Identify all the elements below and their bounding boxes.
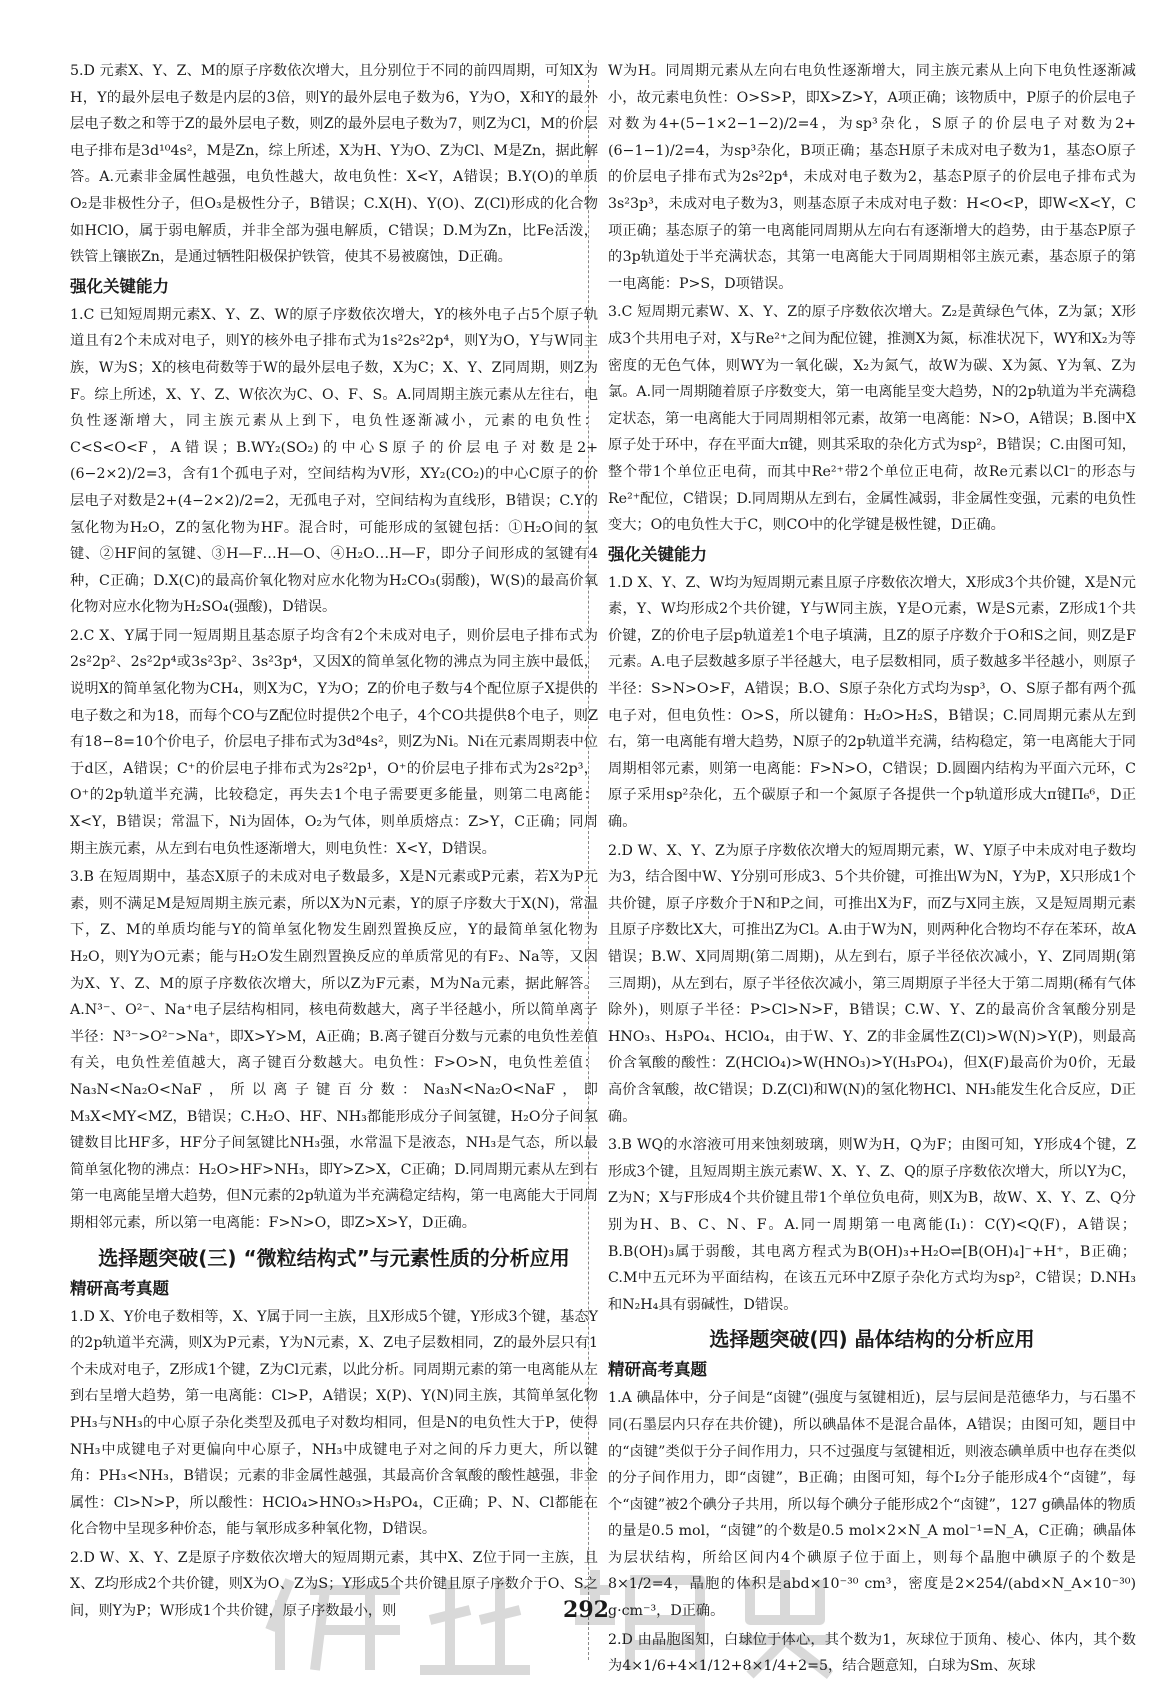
answer-paragraph: 5.D 元素X、Y、Z、M的原子序数依次增大，且分别位于不同的前四周期，可知X为H，Y的最外层电子数是内层的3倍，则Y的最外层电子数为6，Y为O，X和Y的最外层电子数之和等于Z的最外层电子数，则Z的最外层电子数为7，则Z为Cl，M的价层电子排布是3d¹⁰4s²，M是Zn，综上所述，X为H、Y为O、Z为Cl、M是Zn，据此解答。A.元素非金属性越强，电负性越大，故电负性：X<Y，A错误；B.Y(O)的单质O₂是非极性分子，但O₃是极性分子，B错误；C.X(H)、Y(O)、Z(Cl)形成的化合物如HClO，属于弱电解质，并非全部为强电解质，C错误；D.M为Zn，比Fe活泼，铁管上镶嵌Zn，是通过牺牲阳极保护铁管，使其不易被腐蚀，D正确。 — [70, 63, 598, 266]
answer-paragraph: 2.D W、X、Y、Z为原子序数依次增大的短周期元素，W、Y原子中未成对电子数均为3，结合图中W、Y分别可形成3、5个共价键，可推出W为N，Y为P，X只形成1个共价键，原子序数介于N和P之间，可推出X为F，而Z与X同主族，又是短周期元素且原子序数比X大，可推出Z为Cl。A.由于W为N，则两种化合物均不存在苯环，故A错误；B.W、X同周期(第二周期)，从左到右，原子半径依次减小，Y、Z同周期(第三周期)，从左到右，原子半径依次减小，第三周期原子半径大于第二周期(稀有气体除外)，则原子半径：P>Cl>N>F，B错误；C.W、Y、Z的最高价含氧酸分别是HNO₃、H₃PO₄、HClO₄，由于W、Y、Z的非金属性Z(Cl)>W(N)>Y(P)，则最高价含氧酸的酸性：Z(HClO₄)>W(HNO₃)>Y(H₃PO₄)，但X(F)最高价为0价，无最高价含氧酸，故C错误；D.Z(Cl)和W(N)的氢化物HCl、NH₃能发生化合反应，D正确。 — [608, 842, 1136, 1125]
subsection-heading: 强化关键能力 — [608, 544, 707, 564]
answer-paragraph: 1.D X、Y、Z、W均为短周期元素且原子序数依次增大，X形成3个共价键，X是N元素，Y、W均形成2个共价键，Y与W同主族，Y是O元素，W是S元素，Z形成1个共价键，Z的价电子层p轨道差1个电子填满，且Z的原子序数介于O和S之间，则Z是F元素。A.电子层数越多原子半径越大，电子层数相同，质子数越多半径越小，则原子半径：S>N>O>F，A错误；B.O、S原子杂化方式均为sp³，O、S原子都有两个孤电子对，但电负性：O>S，所以键角：H₂O>H₂S，B错误；C.同周期元素从左到右，第一电离能有增大趋势，N原子的2p轨道半充满，结构稳定，第一电离能大于同周期相邻元素，则第一电离能：F>N>O，C错误；D.圆圈内结构为平面六元环，C原子采用sp²杂化，五个碳原子和一个氮原子各提供一个p轨道形成大π键Π₆⁶，D正确。 — [608, 574, 1136, 831]
page-number: 292 — [563, 1597, 609, 1623]
right-column — [608, 58, 1136, 1682]
answer-paragraph: 2.D 由晶胞图知，白球位于体心，其个数为1，灰球位于顶角、棱心、体内，其个数为4×1/6+4×1/12+8×1/4+2=5，结合题意知，白球为Sm、灰球 — [608, 1631, 1136, 1675]
answer-paragraph: 3.B WQ的水溶液可用来蚀刻玻璃，则W为H，Q为F；由图可知，Y形成4个键，Z形成3个键，且短周期主族元素W、X、Y、Z、Q的原子序数依次增大，所以Y为C，Z为N；X与F形成4个共价键且带1个单位负电荷，则X为B，故W、X、Y、Z、Q分别为H、B、C、N、F。A.同一周期第一电离能(I₁)：C(Y)<Q(F)，A错误；B.B(OH)₃属于弱酸，其电离方程式为B(OH)₃+H₂O⇌[B(OH)₄]⁻+H⁺，B正确；C.M中五元环为平面结构，在该五元环中Z原子杂化方式均为sp²，C错误；D.NH₃和N₂H₄具有弱碱性，D错误。 — [608, 1137, 1136, 1313]
answer-paragraph: W为H。同周期元素从左向右电负性逐渐增大，同主族元素从上向下电负性逐渐减小，故元素电负性：O>S>P，即X>Z>Y，A项正确；该物质中，P原子的价层电子对数为4+(5−1×2−1−2)/2=4，为sp³杂化，S原子的价层电子对数为2+(6−1−1)/2=4，为sp³杂化，B项正确；基态H原子未成对电子数为1，基态O原子的价层电子排布式为2s²2p⁴，未成对电子数为2，基态P原子的价层电子排布式为3s²3p³，未成对电子数为3，则基态原子未成对电子数：H<O<P，即W<X<Y，C项正确；基态原子的第一电离能同周期从左向右有逐渐增大的趋势，由于基态P原子的3p轨道处于半充满状态，其第一电离能大于同周期相邻主族元素，基态原子的第一电离能：P>S，D项错误。 — [608, 63, 1136, 292]
left-column — [70, 58, 598, 1627]
subsection-heading: 精研高考真题 — [70, 1278, 169, 1298]
answer-paragraph: 3.B 在短周期中，基态X原子的未成对电子数最多，X是N元素或P元素，若X为P元素，则不满足M是短周期主族元素，所以X为N元素，Y的原子序数大于X(N)，常温下，Z、M的单质均能与Y的简单氢化物发生剧烈置换反应，Y的最简单氢化物为H₂O，则Y为O元素；能与H₂O发生剧烈置换反应的单质常见的有F₂、Na等，又因为X、Y、Z、M的原子序数依次增大，所以Z为F元素，M为Na元素，据此解答。A.N³⁻、O²⁻、Na⁺电子层结构相同，核电荷数越大，离子半径越小，所以简单离子半径：N³⁻>O²⁻>Na⁺，即X>Y>M，A正确；B.离子键百分数与元素的电负性差值有关，电负性差值越大，离子键百分数越大。电负性：F>O>N，电负性差值：Na₃N<Na₂O<NaF，所以离子键百分数：Na₃N<Na₂O<NaF，即M₃X<MY<MZ，B错误；C.H₂O、HF、NH₃都能形成分子间氢键，H₂O分子间氢键数目比HF多，HF分子间氢键比NH₃强，水常温下是液态，NH₃是气态，所以最简单氢化物的沸点：H₂O>HF>NH₃，即Y>Z>X，C正确；D.同周期元素从左到右第一电离能呈增大趋势，但N元素的2p轨道为半充满稳定结构，第一电离能大于同周期相邻元素，所以第一电离能：F>N>O，即Z>X>Y，D正确。 — [70, 869, 598, 1231]
answer-paragraph: 1.C 已知短周期元素X、Y、Z、W的原子序数依次增大，Y的核外电子占5个原子轨道且有2个未成对电子，则Y的核外电子排布式为1s²2s²2p⁴，则Y为O，Y与W同主族，W为S；X的核电荷数等于W的最外层电子数，X为C；X、Y、Z同周期，则Z为F。综上所述，X、Y、Z、W依次为C、O、F、S。A.同周期主族元素从左往右，电负性逐渐增大，同主族元素从上到下，电负性逐渐减小，元素的电负性：C<S<O<F，A错误；B.WY₂(SO₂)的中心S原子的价层电子对数是2+(6−2×2)/2=3，含有1个孤电子对，空间结构为V形，XY₂(CO₂)的中心C原子的价层电子对数是2+(4−2×2)/2=2，无孤电子对，空间结构为直线形，B错误；C.Y的氢化物为H₂O，Z的氢化物为HF。混合时，可能形成的氢键包括：①H₂O间的氢键、②HF间的氢键、③H—F…H—O、④H₂O…H—F，即分子间形成的氢键有4种，C正确；D.X(C)的最高价氧化物对应水化物为H₂CO₃(弱酸)，W(S)的最高价氧化物对应水化物为H₂SO₄(强酸)，D错误。 — [70, 306, 598, 616]
subsection-heading: 精研高考真题 — [608, 1360, 707, 1380]
section-heading: 选择题突破(四) 晶体结构的分析应用 — [709, 1327, 1035, 1352]
answer-paragraph: 2.C X、Y属于同一短周期且基态原子均含有2个未成对电子，则价层电子排布式为2s²2p²、2s²2p⁴或3s²3p²、3s²3p⁴，又因X的简单氢化物的沸点为同主族中最低，说明X的简单氢化物为CH₄，则X为C，Y为O；Z的价电子数与4个配位原子X提供的电子数之和为18，而每个CO与Z配位时提供2个电子，4个CO共提供8个电子，则Z有18−8=10个价电子，价层电子排布式为3d⁸4s²，则Z为Ni。Ni在元素周期表中位于d区，A错误；C⁺的价层电子排布式为2s²2p¹，O⁺的价层电子排布式为2s²2p³，O⁺的2p轨道半充满，比较稳定，再失去1个电子需要更多能量，则第二电离能：X<Y，B错误；常温下，Ni为固体，O₂为气体，则单质熔点：Z>Y，C正确；同周期主族元素，从左到右电负性逐渐增大，则电负性：X<Y，D错误。 — [70, 627, 598, 857]
answer-paragraph: 3.C 短周期元素W、X、Y、Z的原子序数依次增大。Z₂是黄绿色气体，Z为氯；X形成3个共用电子对，X与Re²⁺之间为配位键，推测X为氮，标准状况下，WY和X₂为等密度的无色气体，则WY为一氧化碳，X₂为氮气，故W为碳、X为氮、Y为氧、Z为氯。A.同一周期随着原子序数变大，第一电离能呈变大趋势，N的2p轨道为半充满稳定状态，第一电离能大于同周期相邻元素，故第一电离能：N>O，A错误；B.图中X原子处于环中，存在平面大π键，则其采取的杂化方式为sp²，B错误；C.由图可知，整个带1个单位正电荷，而其中Re²⁺带2个单位正电荷，故Re元素以Cl⁻的形态与Re²⁺配位，C错误；D.同周期从左到右，金属性减弱，非金属性变强，元素的电负性变大；O的电负性大于C，则CO中的化学键是极性键，D正确。 — [608, 304, 1136, 534]
subsection-heading: 强化关键能力 — [70, 276, 169, 296]
section-heading: 选择题突破(三) “微粒结构式”与元素性质的分析应用 — [98, 1245, 570, 1270]
answer-paragraph: 1.D X、Y价电子数相等，X、Y属于同一主族，且X形成5个键，Y形成3个键，基态Y的2p轨道半充满，则X为P元素，Y为N元素，X、Z电子层数相同，Z的最外层只有1个未成对电子，Z形成1个键，Z为Cl元素，以此分析。同周期元素的第一电离能从左到右呈增大趋势，第一电离能：Cl>P，A错误；X(P)、Y(N)同主族，其简单氢化物PH₃与NH₃的中心原子杂化类型及孤电子对数均相同，但是N的电负性大于P，使得NH₃中成键电子对更偏向中心原子，NH₃中成键电子对之间的斥力更大，所以键角：PH₃<NH₃，B错误；元素的非金属性越强，其最高价含氧酸的酸性越强，非金属性：Cl>N>P，所以酸性：HClO₄>HNO₃>H₃PO₄，C正确；P、N、Cl都能在化合物中呈现多种价态，能与氧形成多种氧化物，D错误。 — [70, 1308, 598, 1538]
answer-paragraph: 2.D W、X、Y、Z是原子序数依次增大的短周期元素，其中X、Z位于同一主族，且X、Z均形成2个共价键，则X为O、Z为S；Y形成5个共价键且原子序数介于O、S之间，则Y为P；W形成1个共价键，原子序数最小，则 — [70, 1549, 598, 1620]
answer-paragraph: 1.A 碘晶体中，分子间是“卤键”(强度与氢键相近)，层与层间是范德华力，与石墨不同(石墨层内只存在共价键)，所以碘晶体不是混合晶体，A错误；由图可知，题目中的“卤键”类似于分子间作用力，只不过强度与氢键相近，则液态碘单质中也存在类似的分子间作用力，即“卤键”，B正确；由图可知，每个I₂分子能形成4个“卤键”，每个“卤键”被2个碘分子共用，所以每个碘分子能形成2个“卤键”，127 g碘晶体的物质的量是0.5 mol，“卤键”的个数是0.5 mol×2×N_A mol⁻¹=N_A，C正确；碘晶体为层状结构，所给区间内4个碘原子位于面上，则每个晶胞中碘原子的个数是8×1/2=4，晶胞的体积是abd×10⁻³⁰ cm³，密度是2×254/(abd×N_A×10⁻³⁰) g·cm⁻³，D正确。 — [608, 1390, 1136, 1620]
